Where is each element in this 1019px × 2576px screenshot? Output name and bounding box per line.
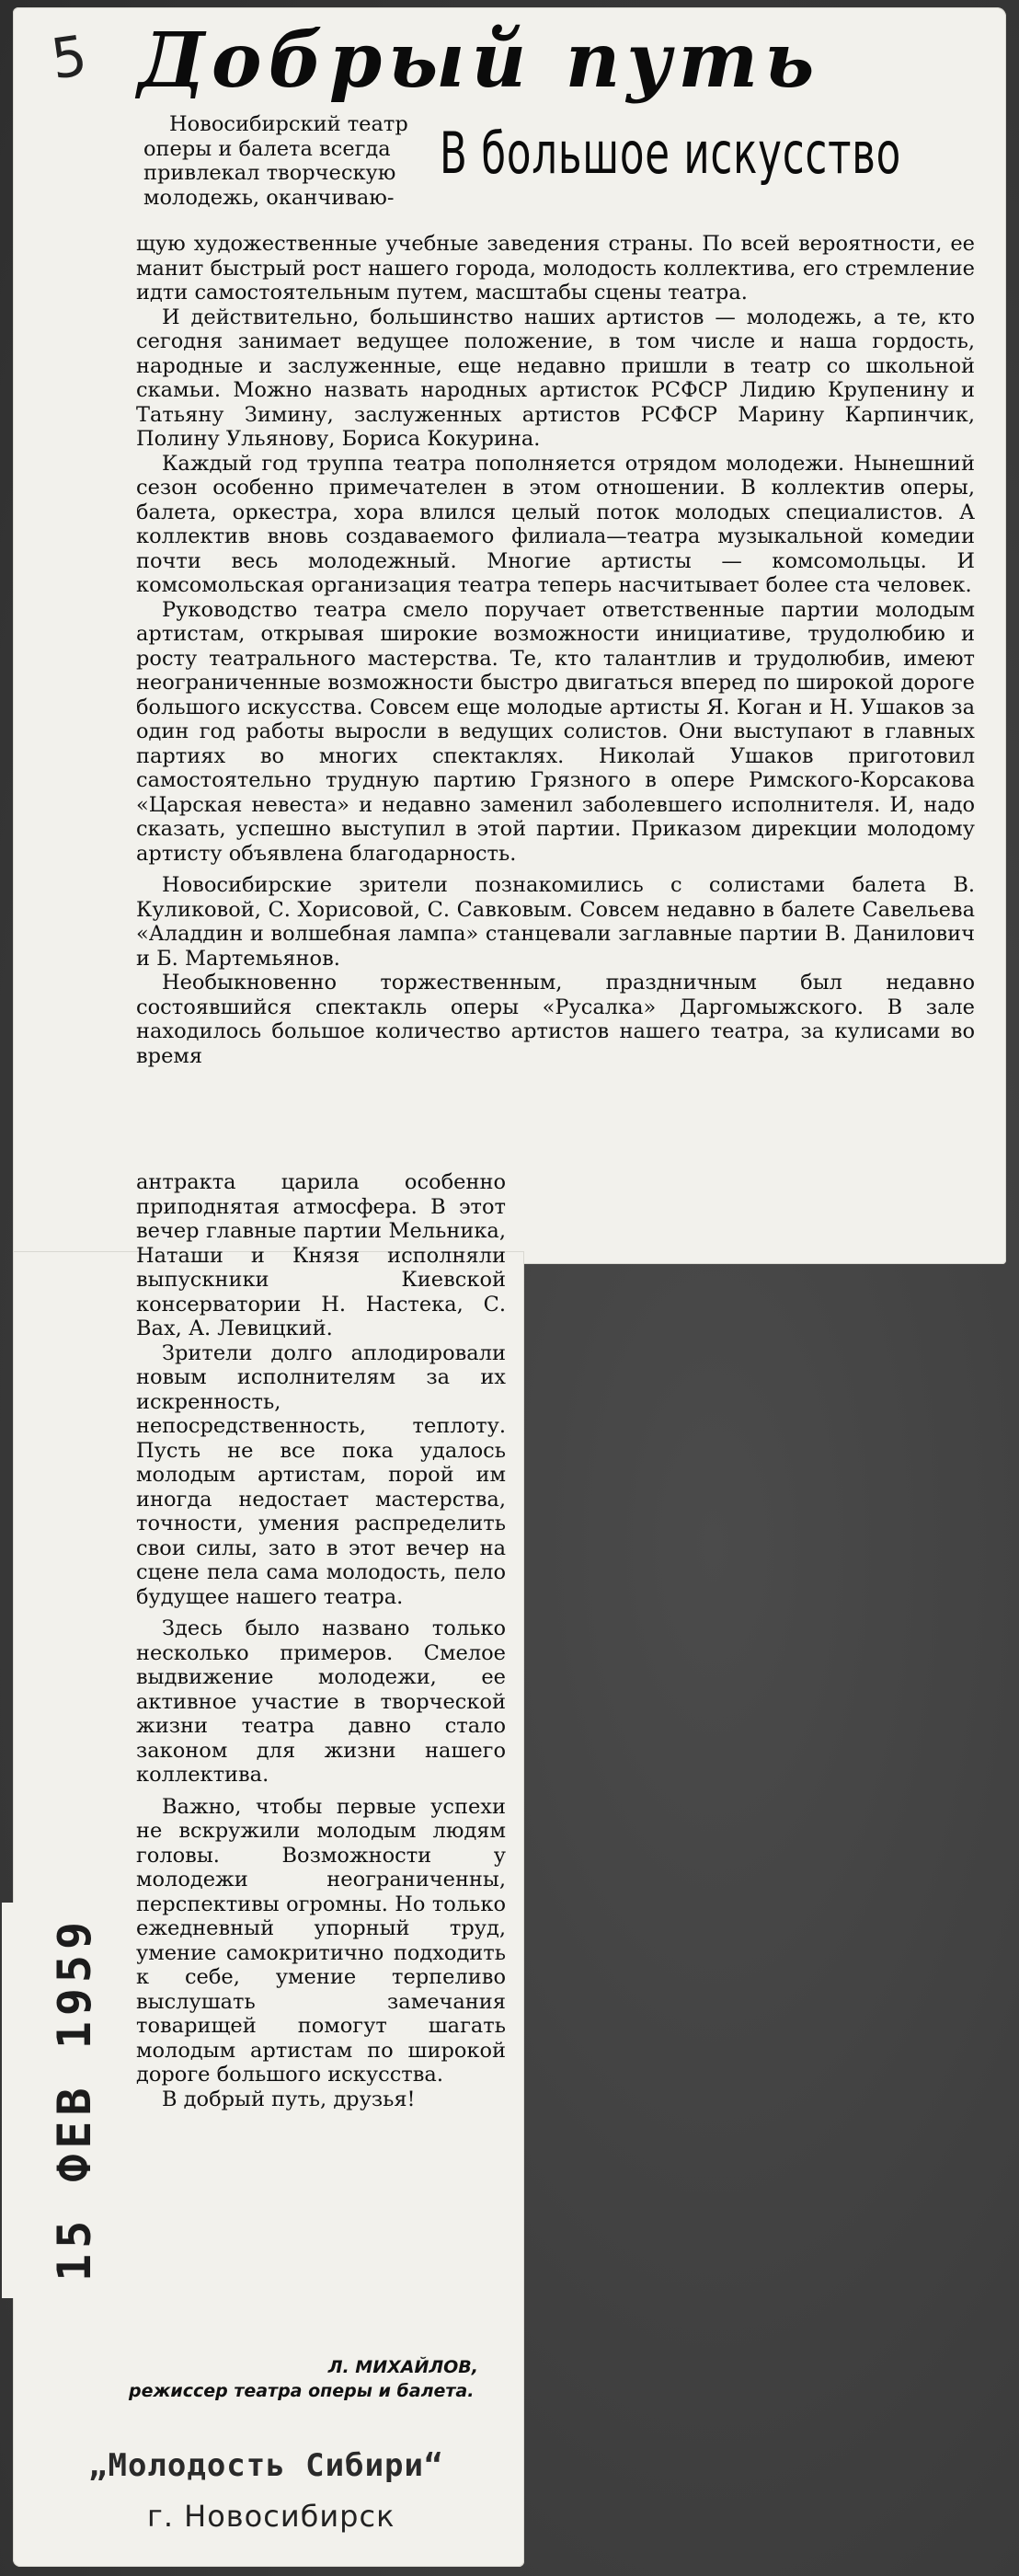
article-paragraph: Важно, чтобы первые успехи не вскружили молодым людям головы. Возможности у молодежи неограниченны, перспективы огромны. Но только ежедневный упорный труд, умение самокритично подходить к себе, умение терпеливо выслушать замечания товарищей помогут шагать молодым артистам по широкой дороге большого искусства.	[136, 1794, 506, 2087]
date-stamp: 15 ФЕВ 1959	[48, 1915, 101, 2282]
article-paragraph: Каждый год труппа театра пополняется отрядом молодежи. Нынешний сезон особенно примечателен в этом отношении. В коллектив оперы, балета, оркестра, хора влился целый поток молодых специалистов. А коллектив вновь создаваемого филиала—театра музыкальной комедии почти весь молодежный. Многие артисты — комсомольцы. И комсомольская организация театра теперь насчитывает более ста человек.	[136, 451, 975, 597]
author-role: режиссер театра оперы и балета.	[129, 2381, 475, 2401]
author-name: Л. МИХАЙЛОВ,	[327, 2357, 478, 2377]
article-paragraph: Здесь было названо только несколько примеров. Смелое выдвижение молодежи, ее активное участие в творческой жизни театра давно стало законом для жизни нашего коллектива.	[136, 1616, 506, 1787]
article-paragraph: Новосибирские зрители познакомились с солистами балета В. Куликовой, С. Хорисовой, С. Савковым. Совсем недавно в балете Савельева «Аладдин и волшебная лампа» станцевали заглавные партии В. Данилович и Б. Мартемьянов.	[136, 873, 975, 971]
article-paragraph: Руководство театра смело поручает ответственные партии молодым артистам, открывая широкие возможности инициативе, трудолюбию и росту театрального мастерства. Те, кто талантлив и трудолюбив, имеют неограниченные возможности быстро двигаться вперед по широкой дороге большого искусства. Совсем еще молодые артисты Я. Коган и Н. Ушаков за один год работы выросли в ведущих солистов. Они выступают в главных партиях во многих спектаклях. Николай Ушаков приготовил самостоятельно трудную партию Грязного в опере Римского-Корсакова «Царская невеста» и недавно заменил заболевшего исполнителя. И, надо сказать, успешно выступил в этой партии. Приказом дирекции молодому артисту объявлена благодарность.	[136, 597, 975, 866]
intro-line: молодежь, оканчиваю-	[143, 185, 395, 210]
article-paragraph: Необыкновенно торжественным, праздничным был недавно состоявшийся спектакль оперы «Русалка» Даргомыжского. В зале находилось большое количество артистов нашего театра, за кулисами во время	[136, 971, 975, 1068]
intro-line: Новосибирский театр	[169, 112, 408, 136]
article-paragraph: щую художественные учебные заведения страны. По всей вероятности, ее манит быстрый рост нашего города, молодость коллектива, его стремление идти самостоятельным путем, масштабы сцены театра.	[136, 232, 975, 305]
intro-paragraph	[143, 112, 434, 210]
narrow-text-column	[136, 1170, 506, 2111]
newspaper-city: г. Новосибирск	[147, 2499, 395, 2534]
author-signature	[129, 2355, 497, 2403]
closing-line: В добрый путь, друзья!	[162, 2087, 416, 2111]
article-headline: Добрый путь	[138, 17, 821, 105]
wide-text-column	[136, 232, 975, 1068]
intro-line: оперы и балета всегда	[143, 136, 391, 161]
article-paragraph: антракта царила особенно приподнятая атмосфера. В этот вечер главные партии Мельника, Наташи и Князя исполняли выпускники Киевской консерватории Н. Настека, С. Вах, А. Левицкий.	[136, 1170, 506, 1340]
intro-column	[143, 112, 434, 210]
handwritten-margin-number: 5	[47, 23, 91, 93]
newspaper-name-stamp: „Молодость Сибири“	[88, 2447, 444, 2484]
article-subheadline: В большое искусство	[440, 120, 902, 187]
article-paragraph: Зрители долго аплодировали новым исполнителям за их искренность, непосредственность, теплоту. Пусть не все пока удалось молодым артистам, порой им иногда недостает мастерства, точности, умения распределить свои силы, зато в этот вечер на сцене пела сама молодость, пело будущее нашего театра.	[136, 1340, 506, 1609]
article-paragraph: И действительно, большинство наших артистов — молодежь, а те, кто сегодня занимает ведущее положение, в том числе и наша гордость, народные и заслуженные, еще недавно пришли в театр со школьной скамьи. Можно назвать народных артисток РСФСР Лидию Крупенину и Татьяну Зимину, заслуженных артистов РСФСР Марину Карпинчик, Полину Ульянову, Бориса Кокурина.	[136, 305, 975, 451]
intro-line: привлекал творческую	[143, 161, 396, 185]
